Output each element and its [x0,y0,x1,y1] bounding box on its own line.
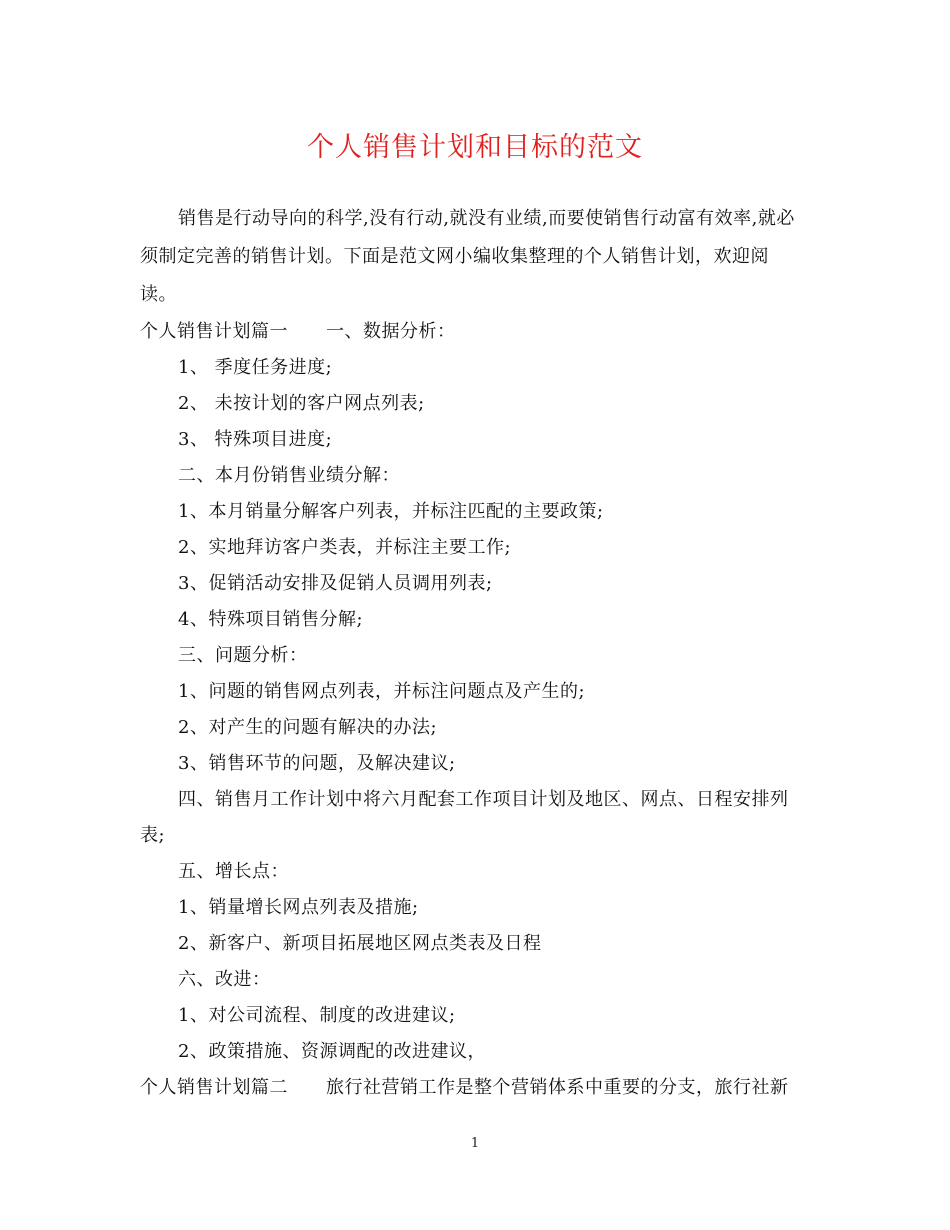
section-one-first-item: 一、数据分析： [326,321,456,342]
list-item: 2、新客户、新项目拓展地区网点类表及日程 [178,933,542,954]
list-item: 3、 特殊项目进度; [178,429,333,450]
list-item: 1、问题的销售网点列表，并标注问题点及产生的; [178,681,586,702]
section-heading: 三、问题分析： [178,645,308,666]
list-item: 1、销量增长网点列表及措施; [178,897,419,918]
section-heading: 五、增长点： [178,861,289,882]
section-four-paragraph: 四、销售月工作计划中将六月配套工作项目计划及地区、网点、日程安排列表; [140,789,789,846]
list-item: 2、对产生的问题有解决的办法; [178,717,438,738]
section-one-header [140,314,800,350]
list-item: 1、本月销量分解客户列表，并标注匹配的主要政策; [178,501,604,522]
list-item: 2、实地拜访客户类表，并标注主要工作; [178,537,512,558]
section-two-text: 旅行社营销工作是整个营销体系中重要的分支，旅行社新 [326,1077,789,1098]
list-item: 3、促销活动安排及促销人员调用列表; [178,573,493,594]
list-item: 1、 季度任务进度; [178,357,333,378]
list-item: 2、政策措施、资源调配的改进建议， [178,1041,486,1062]
list-item: 3、销售环节的问题，及解决建议; [178,753,456,774]
section-two-header [140,1070,800,1106]
document-title: 个人销售计划和目标的范文 [307,132,643,163]
page-number: 1 [470,1136,480,1151]
section-two-heading: 个人销售计划篇二 [140,1077,288,1098]
section-heading: 六、改进： [178,969,271,990]
list-item: 2、 未按计划的客户网点列表; [178,393,425,414]
section-one-heading: 个人销售计划篇一 [140,321,288,342]
document-body [140,200,800,1106]
list-item: 4、特殊项目销售分解; [178,609,364,630]
intro-paragraph: 销售是行动导向的科学,没有行动,就没有业绩,而要使销售行动富有效率,就必须制定完善的销售计划。下面是范文网小编收集整理的个人销售计划，欢迎阅读。 [140,208,795,305]
section-heading: 二、本月份销售业绩分解： [178,465,400,486]
list-item: 1、对公司流程、制度的改进建议; [178,1005,456,1026]
